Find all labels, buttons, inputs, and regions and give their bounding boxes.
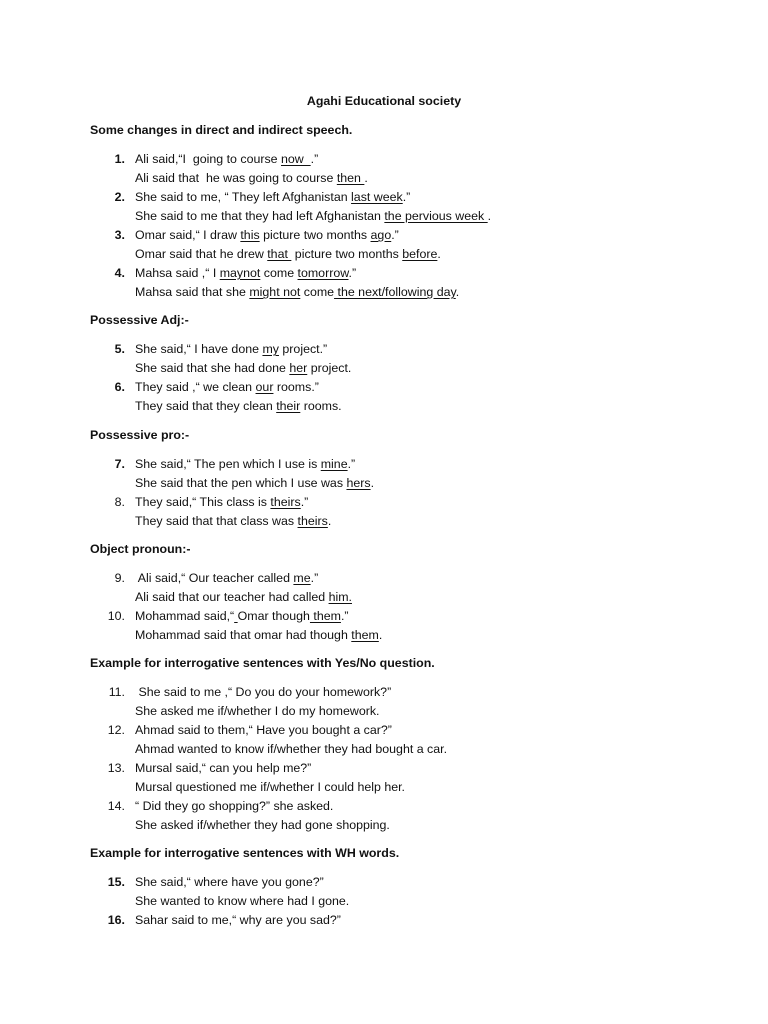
text-segment: She wanted to know where had I gone. <box>135 894 350 908</box>
text-segment: . <box>327 514 332 528</box>
direct-speech-line <box>135 190 410 204</box>
underlined-word: theirs <box>270 495 301 509</box>
text-segment: Mursal questioned me if/whether I could help her. <box>135 780 405 794</box>
indirect-speech-line <box>135 780 405 794</box>
underlined-word: might not <box>249 285 301 299</box>
section-heading: Example for interrogative sentences with WH words. <box>90 846 400 860</box>
underlined-word: him. <box>328 590 352 604</box>
direct-speech-line <box>135 761 311 775</box>
underlined-word: me <box>293 571 311 585</box>
indirect-speech-line <box>135 894 349 908</box>
direct-speech-line <box>135 228 399 242</box>
text-segment: come <box>260 266 298 280</box>
item-number: 15. <box>107 875 125 889</box>
underlined-word: them <box>351 628 379 642</box>
item-number: 6. <box>114 380 125 394</box>
text-segment: They said that they clean <box>135 399 277 413</box>
indirect-speech-line <box>135 399 342 413</box>
direct-speech-line <box>135 266 356 280</box>
text-segment: .” <box>310 152 319 166</box>
indirect-speech-line <box>135 247 441 261</box>
text-segment: Omar said that he drew <box>135 247 268 261</box>
indirect-speech-line <box>135 209 491 223</box>
list-item <box>0 495 768 535</box>
list-item <box>0 685 768 725</box>
text-segment: rooms. <box>300 399 342 413</box>
section-heading: Possessive pro:- <box>90 428 190 442</box>
text-segment: picture two months <box>259 228 371 242</box>
section-heading: Possessive Adj:- <box>90 313 189 327</box>
underlined-word: this <box>240 228 260 242</box>
list-item <box>0 609 768 649</box>
underlined-word: maynot <box>219 266 261 280</box>
text-segment: Omar though <box>237 609 310 623</box>
underlined-word: now <box>281 152 311 166</box>
item-number: 5. <box>114 342 125 356</box>
underlined-word: ago <box>370 228 392 242</box>
direct-speech-line <box>135 685 391 699</box>
item-number: 3. <box>114 228 125 242</box>
list-item <box>0 342 768 382</box>
indirect-speech-line <box>135 514 331 528</box>
direct-speech-line <box>135 723 392 737</box>
text-segment: They said,“ This class is <box>135 495 271 509</box>
direct-speech-line <box>135 609 349 623</box>
direct-speech-line <box>135 799 333 813</box>
indirect-speech-line <box>135 171 368 185</box>
indirect-speech-line <box>135 361 351 375</box>
list-item <box>0 190 768 230</box>
underlined-word: before <box>402 247 438 261</box>
list-item <box>0 228 768 268</box>
text-segment: . <box>370 476 375 490</box>
text-segment: Ahmad said to them,“ Have you bought a car?” <box>135 723 392 737</box>
list-item <box>0 571 768 611</box>
text-segment: .” <box>340 609 349 623</box>
text-segment: She said,“ I have done <box>135 342 263 356</box>
underlined-word: them <box>309 609 341 623</box>
underlined-word: that <box>267 247 292 261</box>
underlined-word: tomorrow <box>297 266 349 280</box>
document-title: Agahi Educational society <box>306 94 462 108</box>
indirect-speech-line <box>135 818 390 832</box>
text-segment: project.” <box>278 342 328 356</box>
text-segment: picture two months <box>291 247 403 261</box>
text-segment: . <box>437 247 441 261</box>
underlined-word: then <box>336 171 365 185</box>
list-item <box>0 799 768 839</box>
text-segment: Mahsa said ,“ I <box>135 266 220 280</box>
text-segment: Ali said that our teacher had called <box>135 590 329 604</box>
text-segment: Mahsa said that she <box>135 285 250 299</box>
underlined-word: my <box>262 342 279 356</box>
text-segment: Ali said that he was going to course <box>135 171 337 185</box>
text-segment: project. <box>307 361 352 375</box>
item-number: 9. <box>114 571 125 585</box>
text-segment: .” <box>300 495 309 509</box>
item-number: 14. <box>107 799 125 813</box>
text-segment: Mursal said,“ can you help me?” <box>135 761 312 775</box>
underlined-word: their <box>276 399 301 413</box>
item-number: 13. <box>107 761 125 775</box>
direct-speech-line <box>135 152 318 166</box>
underlined-word: theirs <box>297 514 328 528</box>
text-segment: Ali said,“ Our teacher called <box>135 571 294 585</box>
indirect-speech-line <box>135 704 379 718</box>
underlined-word: the pervious week <box>384 209 488 223</box>
text-segment: . <box>364 171 368 185</box>
underlined-word: hers <box>346 476 371 490</box>
text-segment: They said that that class was <box>135 514 298 528</box>
text-segment: .” <box>391 228 399 242</box>
section-heading: Some changes in direct and indirect speech. <box>90 123 353 137</box>
list-item <box>0 761 768 801</box>
section-heading: Example for interrogative sentences with Yes/No question. <box>90 656 435 670</box>
text-segment: . <box>378 628 383 642</box>
indirect-speech-line <box>135 628 382 642</box>
list-item <box>0 723 768 763</box>
underlined-word: her <box>289 361 308 375</box>
text-segment: “ Did they go shopping?” she asked. <box>135 799 334 813</box>
list-item <box>0 457 768 497</box>
item-number: 1. <box>114 152 125 166</box>
direct-speech-line <box>135 875 324 889</box>
text-segment: come <box>300 285 335 299</box>
direct-speech-line <box>135 457 355 471</box>
item-number: 4. <box>114 266 125 280</box>
text-segment: . <box>455 285 460 299</box>
text-segment: Ali said,“I going to course <box>135 152 282 166</box>
direct-speech-line <box>135 913 341 927</box>
direct-speech-line <box>135 342 327 356</box>
text-segment: She said,“ where have you gone?” <box>135 875 324 889</box>
item-number: 8. <box>114 495 125 509</box>
item-number: 16. <box>107 913 125 927</box>
text-segment: She said to me that they had left Afghanistan <box>135 209 385 223</box>
text-segment: .” <box>310 571 319 585</box>
text-segment: .” <box>348 266 357 280</box>
text-segment: Ahmad wanted to know if/whether they had bought a car. <box>135 742 448 756</box>
text-segment: She said that the pen which I use was <box>135 476 347 490</box>
item-number: 12. <box>107 723 125 737</box>
text-segment: She said that she had done <box>135 361 290 375</box>
list-item <box>0 875 768 915</box>
item-number: 11. <box>108 685 125 699</box>
underlined-word: our <box>255 380 274 394</box>
indirect-speech-line <box>135 590 352 604</box>
text-segment: Mohammad said that omar had though <box>135 628 352 642</box>
text-segment: .” <box>402 190 411 204</box>
item-number: 10. <box>107 609 125 623</box>
direct-speech-line <box>135 380 319 394</box>
text-segment: She said to me ,“ Do you do your homework?” <box>135 685 392 699</box>
text-segment: They said ,“ we clean <box>135 380 256 394</box>
text-segment: . <box>487 209 492 223</box>
text-segment: She asked me if/whether I do my homework. <box>135 704 380 718</box>
text-segment: rooms.” <box>273 380 319 394</box>
indirect-speech-line <box>135 285 459 299</box>
section-heading: Object pronoun:- <box>90 542 191 556</box>
list-item <box>0 913 768 953</box>
indirect-speech-line <box>135 742 447 756</box>
item-number: 2. <box>114 190 125 204</box>
text-segment: Omar said,“ I draw <box>135 228 241 242</box>
direct-speech-line <box>135 495 308 509</box>
indirect-speech-line <box>135 476 374 490</box>
text-segment: Mohammad said,“ <box>135 609 235 623</box>
text-segment: Sahar said to me,“ why are you sad?” <box>135 913 341 927</box>
list-item <box>0 380 768 420</box>
item-number: 7. <box>114 457 125 471</box>
list-item <box>0 152 768 192</box>
underlined-word: last week <box>351 190 403 204</box>
direct-speech-line <box>135 571 318 585</box>
text-segment: She asked if/whether they had gone shopping. <box>135 818 390 832</box>
underlined-word: the next/following day <box>334 285 456 299</box>
list-item <box>0 266 768 306</box>
text-segment: .” <box>347 457 356 471</box>
text-segment: She said to me, “ They left Afghanistan <box>135 190 352 204</box>
underlined-word: mine <box>320 457 348 471</box>
text-segment: She said,“ The pen which I use is <box>135 457 321 471</box>
